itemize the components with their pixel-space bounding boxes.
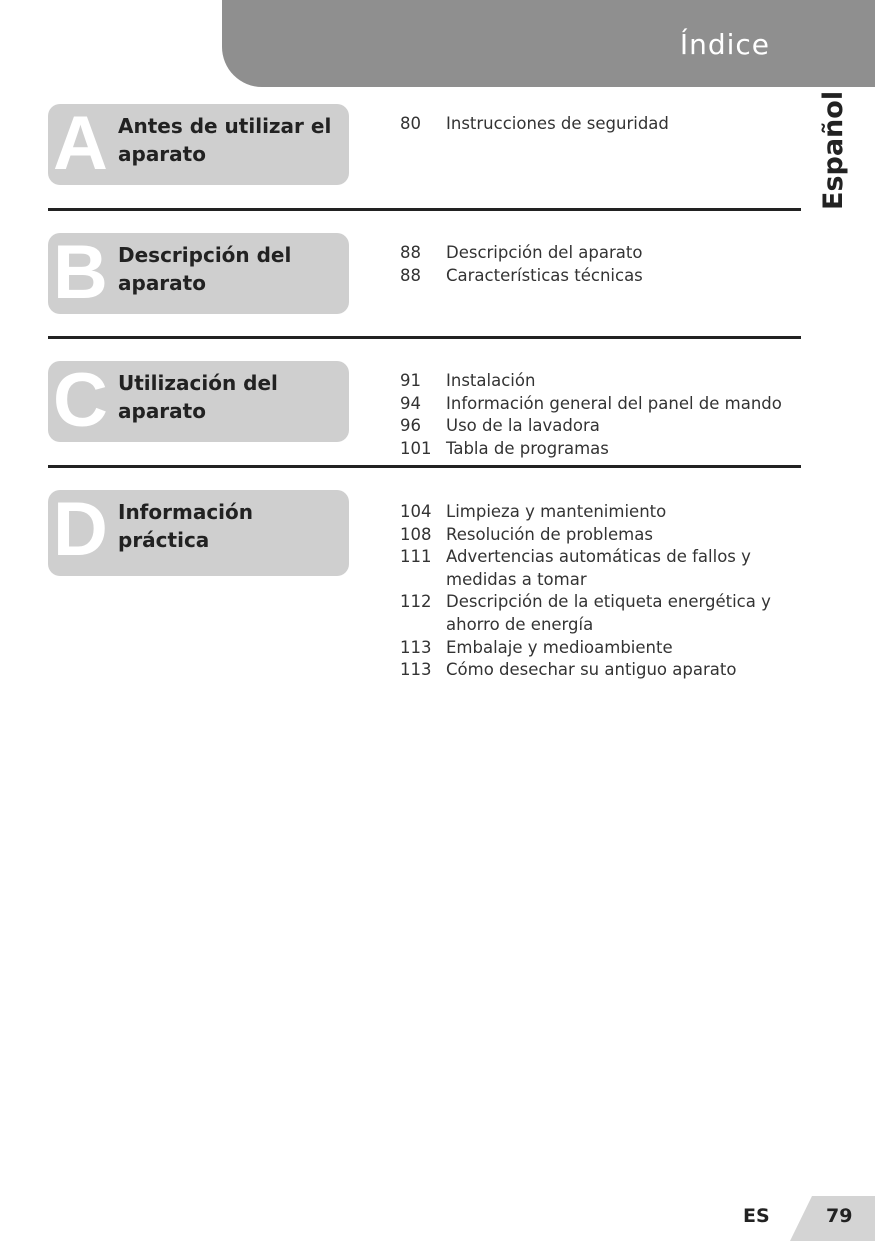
section-divider xyxy=(48,336,801,339)
toc-entry[interactable] xyxy=(400,415,800,438)
section-box xyxy=(48,361,349,442)
entry-title: Advertencias automáticas de fallos y medidas a tomar xyxy=(446,547,751,589)
entry-page-number: 88 xyxy=(400,265,421,285)
section-divider xyxy=(48,208,801,211)
section-title: Antes de utilizar el aparato xyxy=(118,114,332,166)
toc-entry[interactable] xyxy=(400,659,800,682)
entry-page-number: 111 xyxy=(400,547,432,567)
entry-title: Limpieza y mantenimiento xyxy=(446,502,667,521)
toc-entry[interactable] xyxy=(400,524,800,547)
entry-title: Tabla de programas xyxy=(446,438,609,458)
entry-title: Descripción del aparato xyxy=(446,243,643,262)
entry-title: Cómo desechar su antiguo aparato xyxy=(446,660,737,680)
section-title: Información práctica xyxy=(118,500,254,552)
toc-entries xyxy=(400,242,800,287)
entry-page-number: 113 xyxy=(400,637,432,657)
section-letter: D xyxy=(53,490,108,572)
footer-language-code: ES xyxy=(743,1205,770,1227)
section-divider xyxy=(48,465,801,468)
toc-entry[interactable] xyxy=(400,591,800,636)
section-box xyxy=(48,490,349,576)
toc-entry[interactable] xyxy=(400,438,800,461)
toc-entry[interactable] xyxy=(400,242,800,265)
entry-page-number: 91 xyxy=(400,371,421,390)
toc-entries xyxy=(400,501,800,682)
entry-title: Instrucciones de seguridad xyxy=(446,114,669,133)
section-title: Descripción del aparato xyxy=(118,243,292,295)
toc-entry[interactable] xyxy=(400,370,800,393)
entry-title: Uso de la lavadora xyxy=(446,416,600,436)
section-box xyxy=(48,233,349,314)
entry-page-number: 113 xyxy=(400,660,432,680)
entry-title: Información general del panel de mando xyxy=(446,393,782,413)
entry-page-number: 80 xyxy=(400,114,421,133)
toc-entry[interactable] xyxy=(400,637,800,660)
toc-entry[interactable] xyxy=(400,265,800,288)
entry-title: Descripción de la etiqueta energética y ahorro de energía xyxy=(446,592,771,634)
section-title: Utilización del aparato xyxy=(118,371,278,423)
language-label: Español xyxy=(818,90,849,210)
entry-page-number: 108 xyxy=(400,524,432,544)
toc-entry[interactable] xyxy=(400,501,800,524)
entry-page-number: 112 xyxy=(400,592,432,612)
entry-title: Resolución de problemas xyxy=(446,524,653,544)
toc-entry[interactable] xyxy=(400,113,800,136)
section-letter: C xyxy=(53,361,108,442)
header-band xyxy=(222,0,875,87)
entry-page-number: 101 xyxy=(400,438,432,458)
entry-page-number: 94 xyxy=(400,393,421,413)
section-letter: A xyxy=(53,104,108,185)
toc-entries xyxy=(400,113,800,136)
section-box xyxy=(48,104,349,185)
entry-title: Instalación xyxy=(446,371,536,390)
toc-entry[interactable] xyxy=(400,393,800,416)
entry-title: Características técnicas xyxy=(446,265,643,285)
entry-title: Embalaje y medioambiente xyxy=(446,637,673,657)
entry-page-number: 96 xyxy=(400,416,421,436)
footer-page-number: 79 xyxy=(826,1205,853,1227)
page-title: Índice xyxy=(679,28,770,61)
toc-entry[interactable] xyxy=(400,546,800,591)
toc-entries xyxy=(400,370,800,460)
entry-page-number: 104 xyxy=(400,502,432,521)
entry-page-number: 88 xyxy=(400,243,421,262)
section-letter: B xyxy=(53,233,108,314)
